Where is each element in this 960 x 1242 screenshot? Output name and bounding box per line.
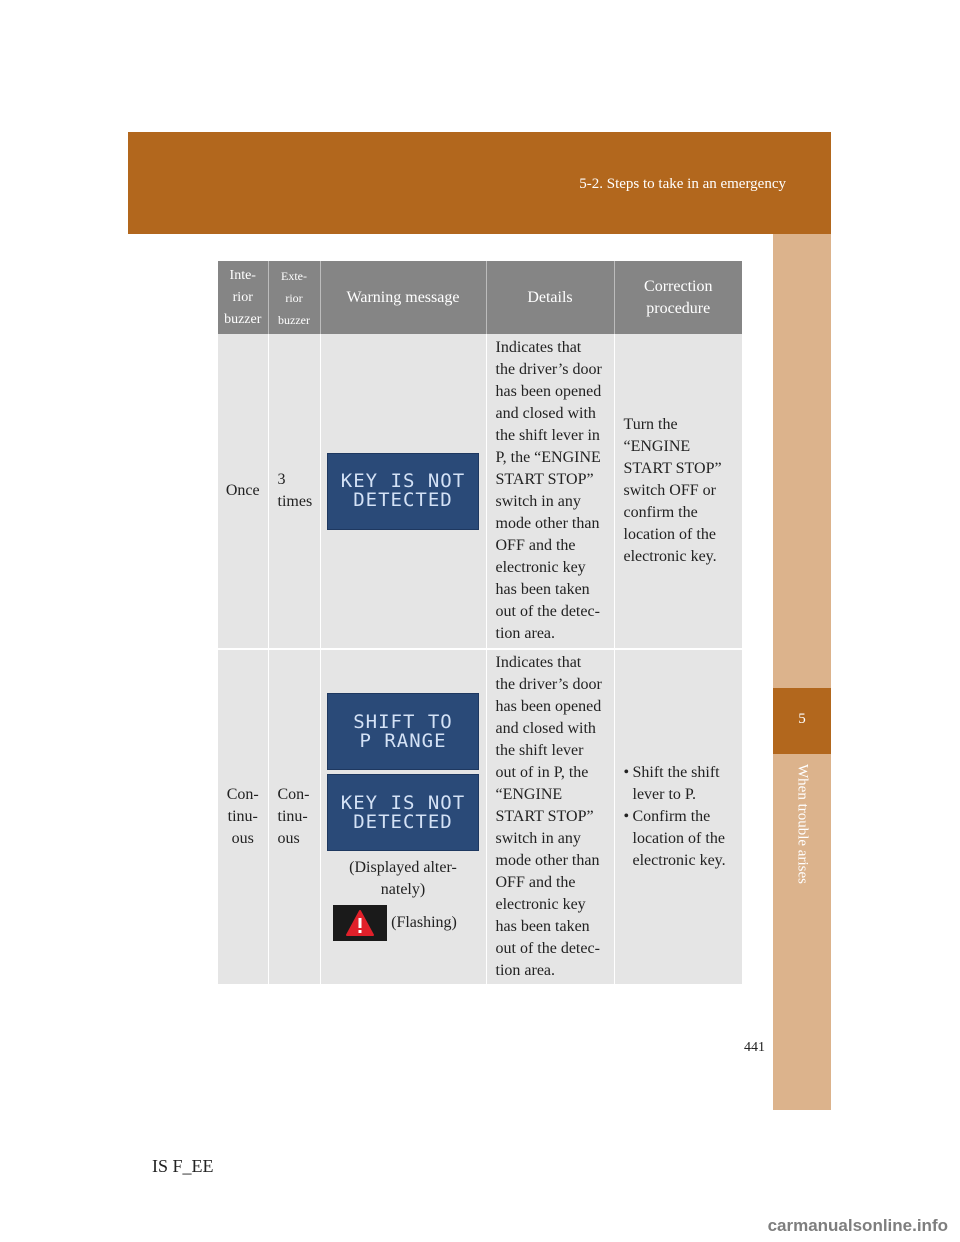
key-not-detected-display: KEY IS NOT DETECTED bbox=[327, 453, 479, 530]
interior-buzzer-cell: Con- tinu- ous bbox=[218, 649, 268, 985]
correction-cell bbox=[614, 649, 742, 985]
correction-bullet-list bbox=[624, 762, 735, 872]
chapter-title bbox=[773, 764, 831, 900]
chapter-number-box bbox=[773, 688, 831, 754]
section-title: 5-2. Steps to take in an emergency bbox=[579, 176, 786, 192]
shift-to-p-range-display: SHIFT TO P RANGE bbox=[327, 693, 479, 770]
header-band bbox=[128, 132, 831, 234]
list-item: • Shift the shift lever to P. bbox=[624, 762, 735, 806]
exterior-buzzer-cell: Con- tinu- ous bbox=[268, 649, 320, 985]
watermark-link[interactable]: carmanualsonline.info bbox=[767, 1216, 948, 1235]
model-code: IS F_EE bbox=[152, 1156, 214, 1176]
chapter-number: 5 bbox=[798, 711, 806, 727]
correction-cell: Turn the “ENGINE START STOP” switch OFF or confirm the location of the electronic key. bbox=[614, 334, 742, 649]
column-header-warning-message: Warning message bbox=[320, 261, 486, 334]
warning-message-table bbox=[218, 261, 742, 986]
key-not-detected-display: KEY IS NOT DETECTED bbox=[327, 774, 479, 851]
page-number: 441 bbox=[744, 1040, 765, 1055]
column-header-exterior-buzzer: Exte- rior buzzer bbox=[268, 261, 320, 334]
warning-message-cell bbox=[320, 649, 486, 985]
warning-triangle-icon bbox=[333, 905, 387, 941]
column-header-correction: Correction procedure bbox=[614, 261, 742, 334]
exterior-buzzer-cell: 3 times bbox=[268, 334, 320, 649]
list-item: • Confirm the location of the electronic key. bbox=[624, 806, 735, 872]
alternate-display-note: (Displayed alter- nately) bbox=[349, 859, 457, 898]
warning-message-cell bbox=[320, 334, 486, 649]
details-cell: Indicates that the driver’s door has been opened and closed with the shift lever in P, the “ENGINE START STOP” switch in any mode other than OFF and the electronic key has been taken out of the detec- tion area. bbox=[486, 334, 614, 649]
chapter-title-text: When trouble arises bbox=[794, 764, 811, 884]
flashing-label: (Flashing) bbox=[391, 914, 457, 931]
table-row bbox=[218, 334, 742, 649]
column-header-interior-buzzer: Inte- rior buzzer bbox=[218, 261, 268, 334]
chapter-side-tab bbox=[773, 234, 831, 1110]
interior-buzzer-cell: Once bbox=[218, 334, 268, 649]
column-header-details: Details bbox=[486, 261, 614, 334]
table-row bbox=[218, 649, 742, 985]
table-header-row bbox=[218, 261, 742, 334]
details-cell: Indicates that the driver’s door has been opened and closed with the shift lever out of in P, the “ENGINE START STOP” switch in any mode other than OFF and the electronic key has been taken out of the detec- tion area. bbox=[486, 649, 614, 985]
flashing-indicator bbox=[321, 905, 486, 941]
